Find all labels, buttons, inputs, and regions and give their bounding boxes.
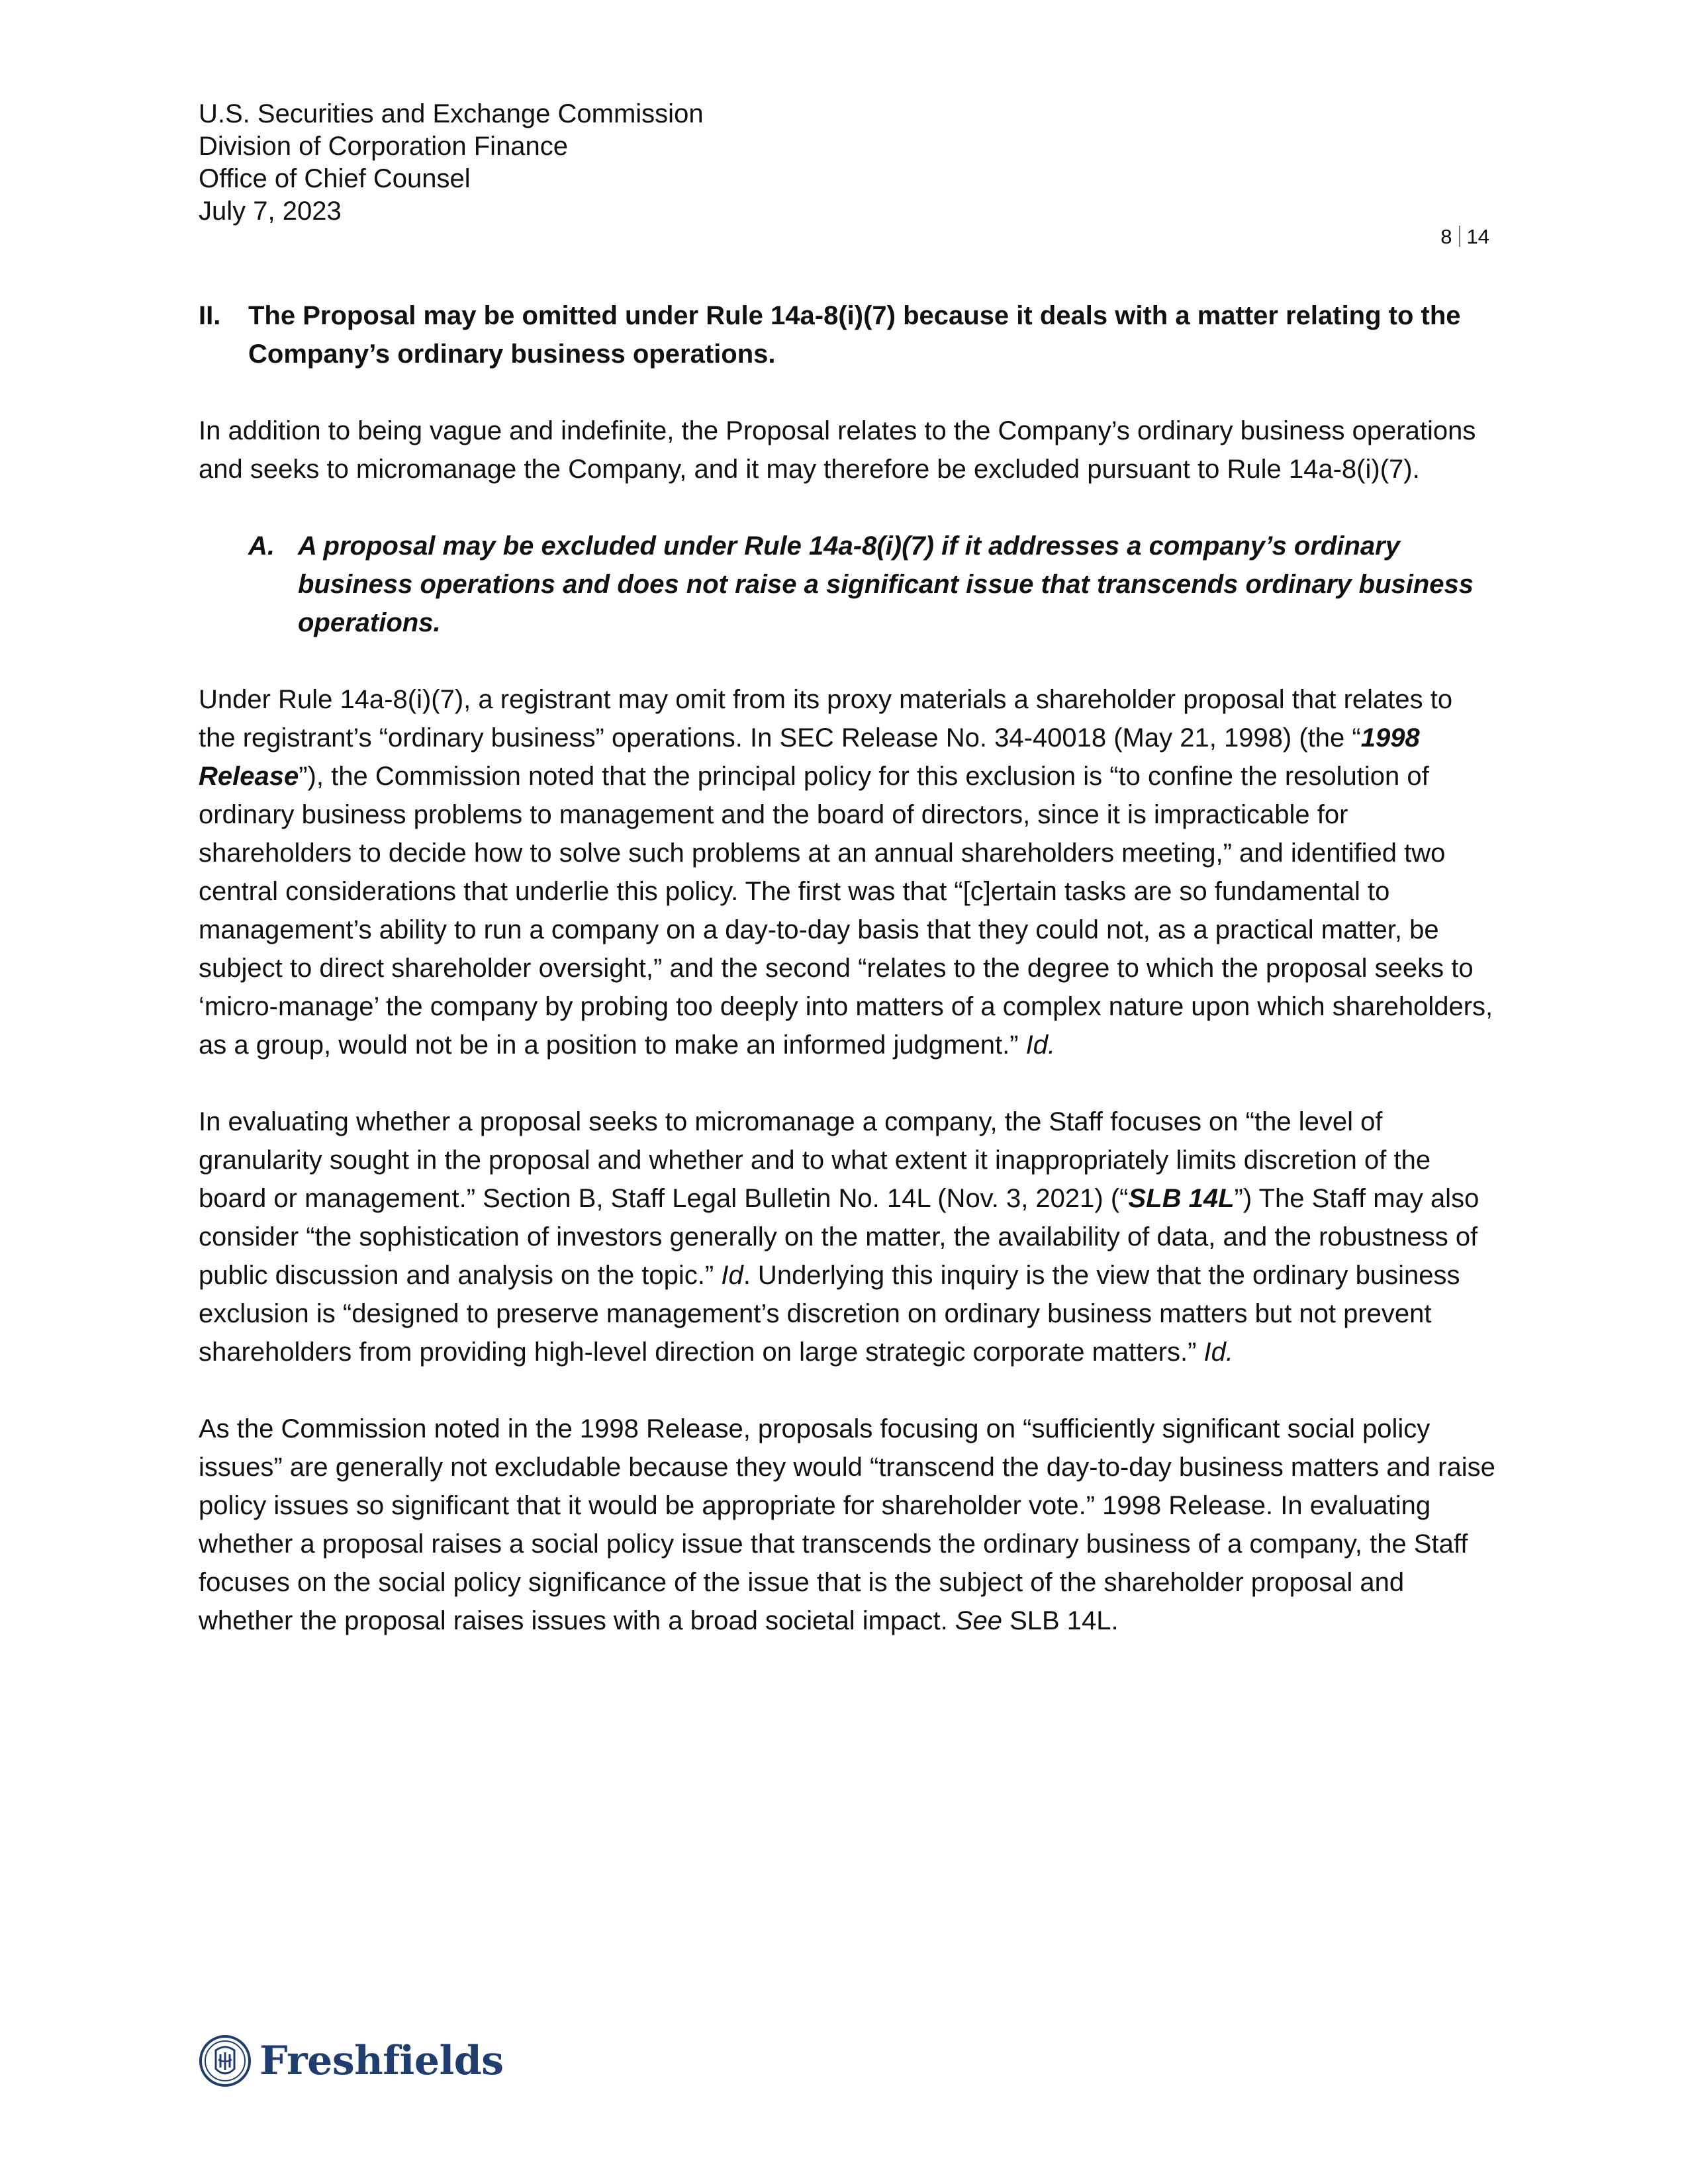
paragraph-text: ”), the Commission noted that the principal policy for this exclusion is “to confine the resolution of ordinary business problems to management and the board of directors, since it is impracticable for shareholders to decide how to solve such problems at an annual shareholders meeting,” and identified two central considerations that underlie this policy. The first was that “[c]ertain tasks are so fundamental to management’s ability to run a company on a day-to-day basis that they could not, as a practical matter, be subject to direct shareholder oversight,” and the second “relates to the degree to which the proposal seeks to ‘micro-manage’ the company by probing too deeply into matters of a complex nature upon which shareholders, as a group, would not be in a position to make an informed judgment.” [199,762,1493,1060]
paragraph-text: ”) The Staff may also consider “the sophistication of investors generally on the matter, the availability of data, and the robustness of public discussion and analysis on the topic.” [199,1184,1479,1290]
intro-paragraph: In addition to being vague and indefinite, the Proposal relates to the Company’s ordinary business operations and seeks to micromanage the Company, and it may therefore be excluded pursuant to Rule 14a-8(i)(7). [199,416,1476,484]
subsection-heading-text: A proposal may be excluded under Rule 14a-8(i)(7) if it addresses a company’s ordinary business operations and does not raise a significant issue that transcends ordinary business operations. [298,531,1474,637]
paragraph-micromanagement [199,1103,1496,1371]
paragraph-social-policy [199,1410,1496,1640]
address-line: U.S. Securities and Exchange Commission [199,99,704,128]
letter-date: July 7, 2023 [199,197,342,226]
defined-term: 1998 Release [199,723,1420,791]
logo-wordmark: Freshfields [259,2038,504,2084]
page-total: 14 [1466,225,1489,248]
citation: Id [721,1261,743,1290]
address-line: Office of Chief Counsel [199,164,471,193]
subsection-letter: A. [248,531,275,561]
paragraph-text: In evaluating whether a proposal seeks to micromanage a company, the Staff focuses on “the level of granularity sought in the proposal and whether and to what extent it inappropriately limits discretion of the board or management.” Section B, Staff Legal Bulletin No. 14L (Nov. 3, 2021) (“ [199,1107,1431,1213]
page-separator [1459,226,1460,247]
letter-body [199,296,1496,1640]
citation: Id. [1025,1030,1056,1060]
paragraph-ordinary-business [199,680,1496,1064]
defined-term: SLB 14L [1128,1184,1235,1213]
paragraph-text: SLB 14L. [1002,1606,1119,1635]
paragraph-text: . Underlying this inquiry is the view that the ordinary business exclusion is “designed to preserve management’s discretion on ordinary business matters but not prevent shareholders from providing high-level direction on large strategic corporate matters.” [199,1261,1460,1367]
subsection-heading [248,527,1496,642]
paragraph-text: Under Rule 14a-8(i)(7), a registrant may omit from its proxy materials a shareholder proposal that relates to the registrant’s “ordinary business” operations. In SEC Release No. 34-40018 (May 21, 1998) (the “ [199,685,1453,752]
recipient-address-block [199,98,704,228]
address-line: Division of Corporation Finance [199,132,569,161]
freshfields-seal-icon [199,2034,252,2087]
page-current: 8 [1440,225,1452,248]
section-heading-text: The Proposal may be omitted under Rule 14a-8(i)(7) because it deals with a matter relating to the Company’s ordinary business operations. [248,301,1461,369]
paragraph-text: As the Commission noted in the 1998 Release, proposals focusing on “sufficiently significant social policy issues” are generally not excludable because they would “transcend the day-to-day business matters and raise policy issues so significant that it would be appropriate for shareholder vote.” 1998 Release. In evaluating whether a proposal raises a social policy issue that transcends the ordinary business of a company, the Staff focuses on the social policy significance of the issue that is the subject of the shareholder proposal and whether the proposal raises issues with a broad societal impact. [199,1414,1495,1635]
citation-signal: See [955,1606,1002,1635]
freshfields-logo [199,2033,504,2089]
citation: Id. [1203,1338,1233,1367]
section-heading [199,296,1496,373]
page-number [1440,225,1489,249]
section-number: II. [199,301,221,330]
